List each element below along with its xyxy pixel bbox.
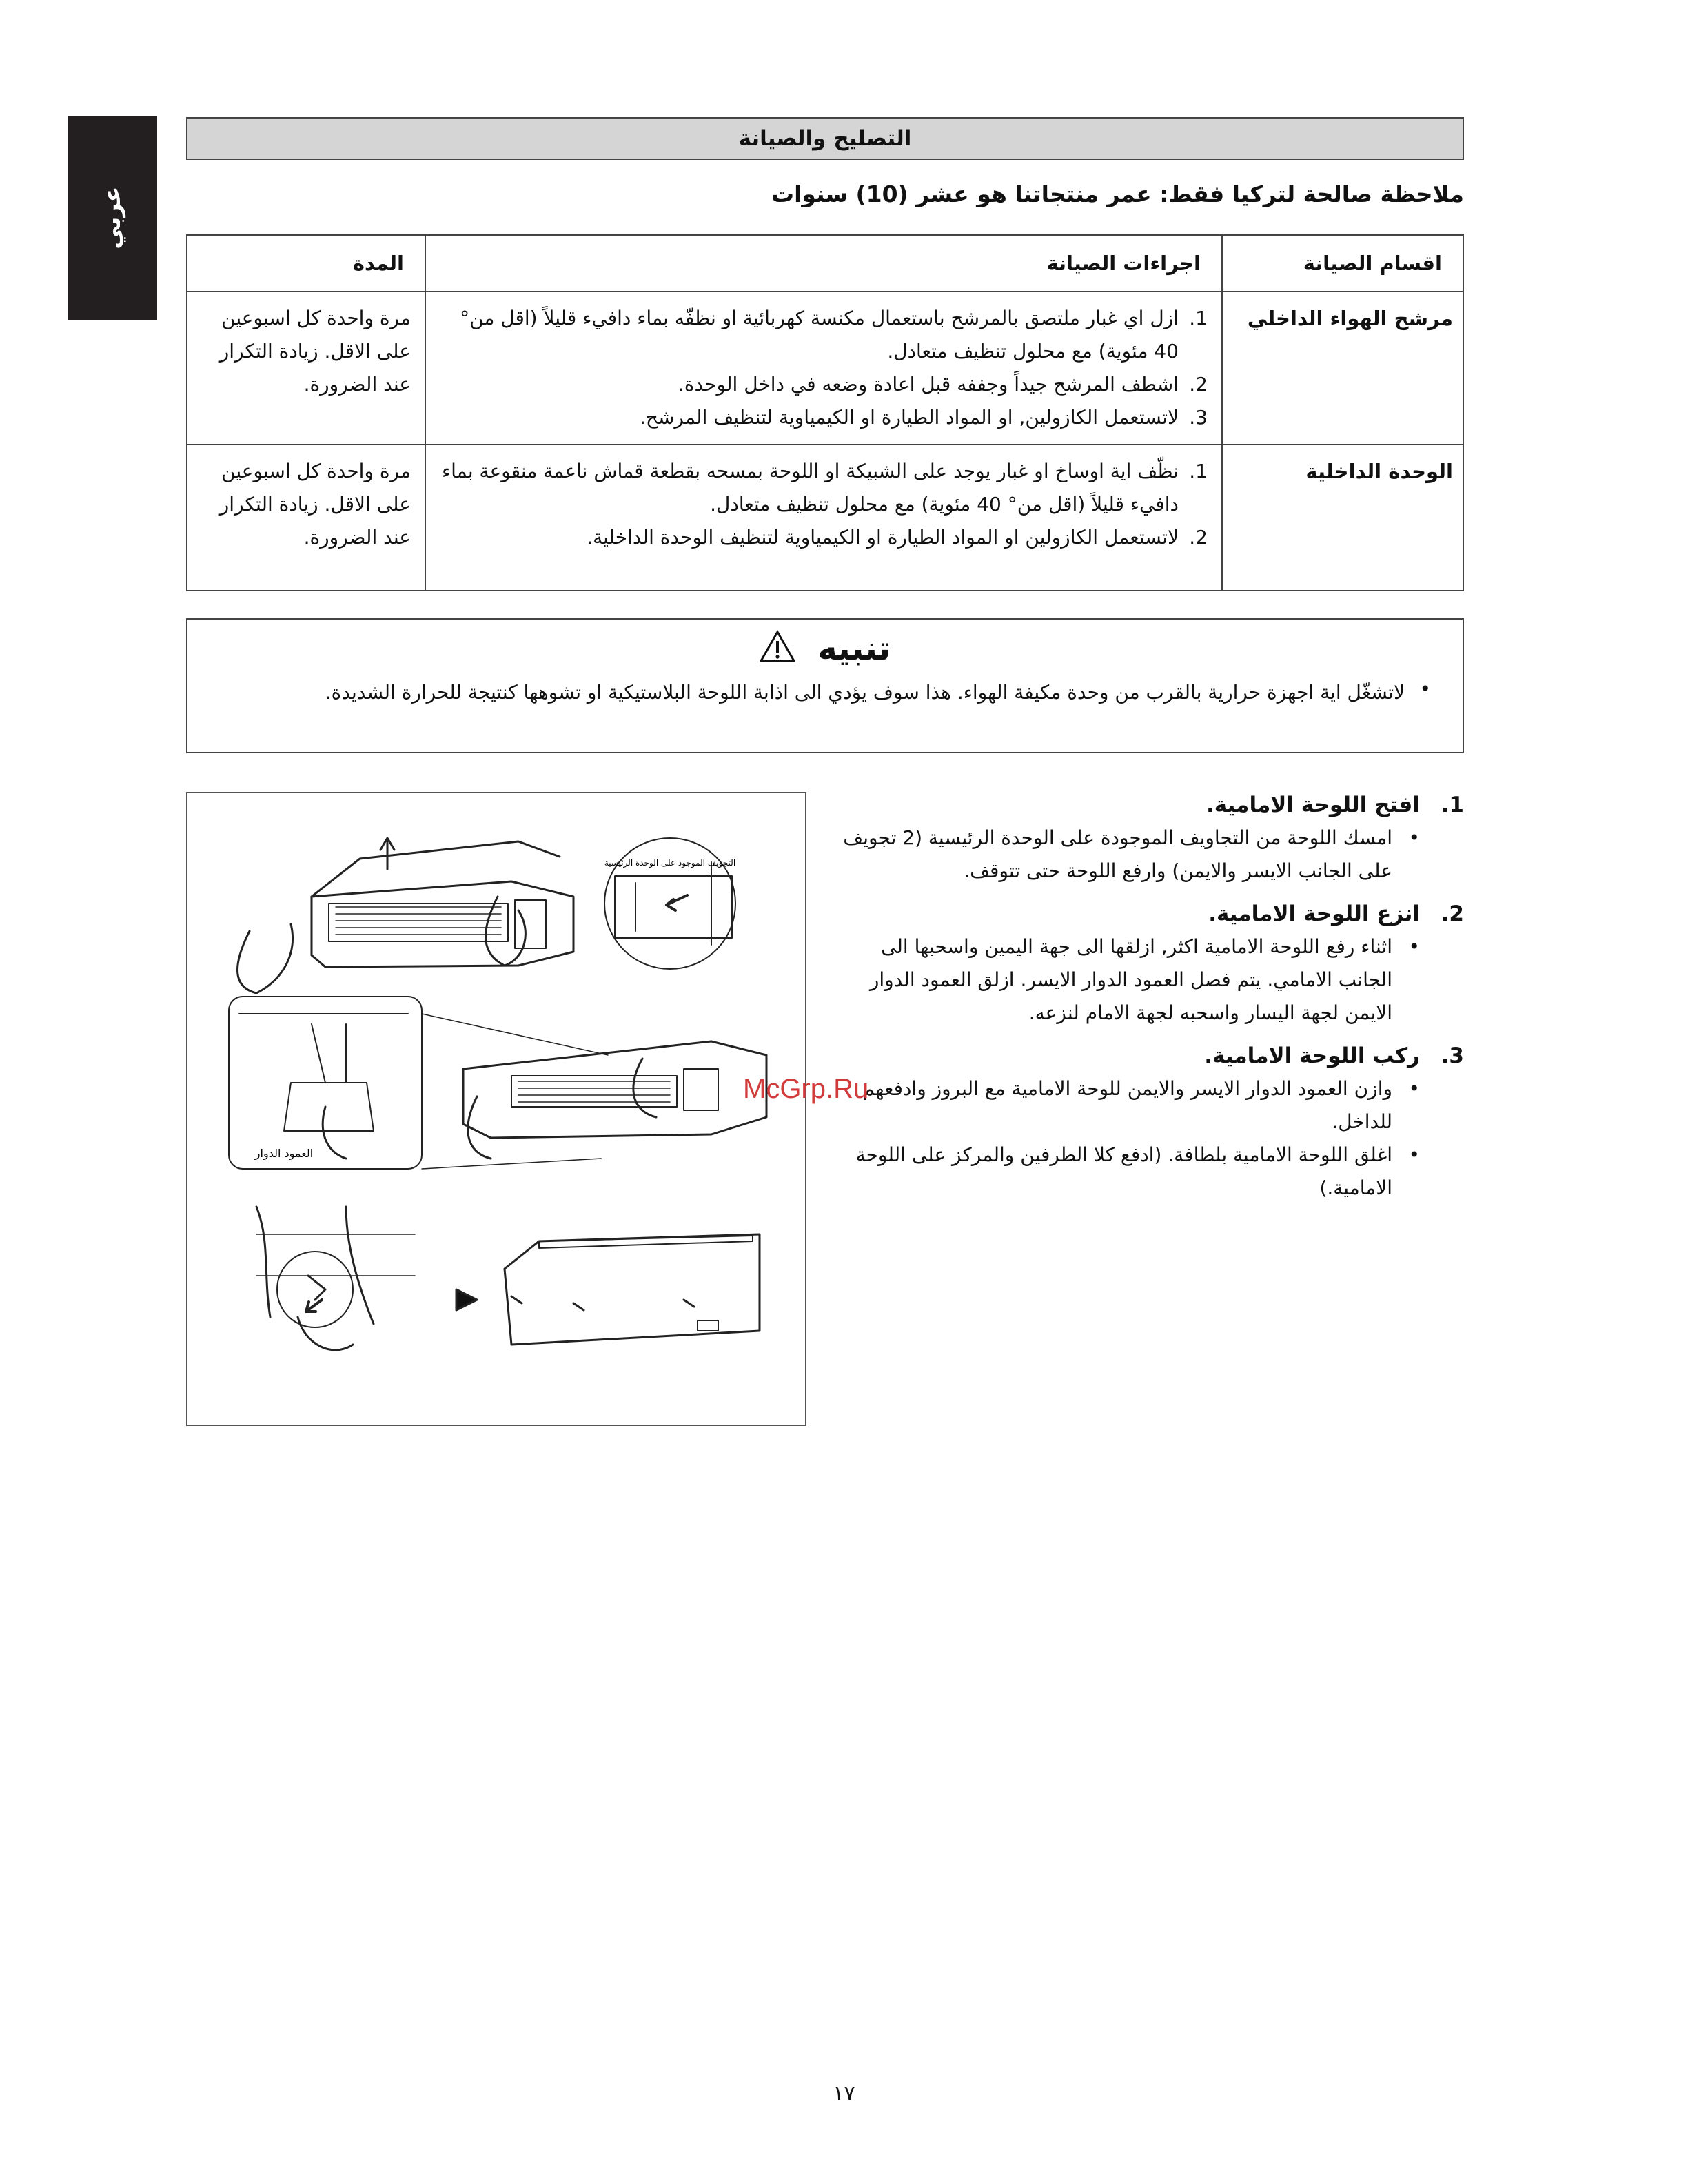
procedure-item: 2. لاتستعمل الكازولين او المواد الطيارة او الكيمياوية لتنظيف الوحدة الداخلية.	[587, 526, 1208, 549]
watermark-link[interactable]: McGrp.Ru	[743, 1074, 869, 1104]
step-2	[841, 901, 1464, 1030]
warning-triangle-icon	[760, 630, 795, 671]
shaft-label: العمود الدوار	[254, 1147, 314, 1160]
procedure-item: 1. ازل اي غبار ملتصق بالمرشح باستعمال مكنسة كهربائية او نظفّه بماء دافيء قليلاً (اقل من° 40 مئوية) مع محلول تنظيف متعادل.	[460, 307, 1208, 363]
installation-figure	[186, 792, 806, 1426]
caution-bullet: •	[1419, 677, 1431, 700]
figure-drawing	[187, 793, 808, 1427]
step-1	[841, 793, 1464, 888]
step-bullet: • وازن العمود الدوار الايسر والايمن للوحة الامامية مع البروز وادفعهم للداخل.	[862, 1077, 1420, 1133]
page-number: ١٧	[833, 2081, 855, 2105]
maintenance-table	[186, 234, 1464, 591]
row-part: الوحدة الداخلية	[1222, 445, 1463, 591]
procedure-item: 3. لاتستعمل الكازولين, او المواد الطيارة او الكيمياوية لتنظيف المرشح.	[639, 406, 1208, 429]
caution-box	[186, 618, 1464, 753]
step-bullet: • اغلق اللوحة الامامية بلطافة. (ادفع كلا الطرفين والمركز على اللوحة الامامية.)	[855, 1143, 1420, 1199]
step-heading: 2. انزع اللوحة الامامية.	[1208, 901, 1464, 926]
callout-label: التجويف الموجود على الوحدة الرئيسية	[604, 858, 736, 868]
step-heading: 3. ركب اللوحة الامامية.	[1204, 1043, 1464, 1068]
procedure-item: 1. نظّف اية اوساخ او غبار يوجد على الشبيكة او اللوحة بمسحه بقطعة قماش ناعمة منقوعة بماء دافيء قليلاً (اقل من° 40 مئوية) مع محلول تنظيف متعادل.	[441, 460, 1208, 516]
remove-panel-illustration	[229, 997, 766, 1169]
table-row	[187, 292, 1463, 445]
row-frequency: مرة واحدة كل اسبوعين على الاقل. زيادة التكرار عند الضرورة.	[187, 445, 425, 591]
row-procedures	[425, 292, 1222, 445]
header-parts: اقسام الصيانة	[1222, 235, 1463, 292]
caution-heading	[187, 629, 1463, 671]
step-heading: 1. افتح اللوحة الامامية.	[1206, 793, 1464, 817]
row-frequency: مرة واحدة كل اسبوعين على الاقل. زيادة التكرار عند الضرورة.	[187, 292, 425, 445]
caution-title: تنبيه	[817, 629, 891, 668]
turkey-note: ملاحظة صالحة لتركيا فقط: عمر منتجاتنا هو عشر (10) سنوات	[771, 181, 1464, 207]
section-title: التصليح والصيانة	[186, 117, 1464, 160]
row-procedures	[425, 445, 1222, 591]
header-procedures: اجراءات الصيانة	[425, 235, 1222, 292]
step-bullet: • اثناء رفع اللوحة الامامية اكثر, ازلقها الى جهة اليمين واسحبها الى الجانب الامامي. يتم فصل العمود الدوار الايسر. ازلق العمود الدوار الايمن لجهة اليسار واسحبه لجهة الامام لنزعه.	[869, 935, 1420, 1024]
header-frequency: المدة	[187, 235, 425, 292]
language-tab	[68, 116, 157, 320]
table-row	[187, 445, 1463, 591]
procedure-item: 2. اشطف المرشح جيداً وجففه قبل اعادة وضعه في داخل الوحدة.	[678, 373, 1208, 396]
step-bullet: • امسك اللوحة من التجاويف الموجودة على الوحدة الرئيسية (2 تجويف على الجانب الايسر والايمن) وارفع اللوحة حتى تتوقف.	[843, 826, 1420, 882]
row-part: مرشح الهواء الداخلي	[1222, 292, 1463, 445]
language-tab-label: عربي	[99, 186, 126, 249]
caution-text: لاتشغّل اية اجهزة حرارية بالقرب من وحدة مكيفة الهواء. هذا سوف يؤدي الى اذابة اللوحة البلاستيكية او تشوهها كنتيجة للحرارة الشديدة.	[325, 681, 1405, 704]
steps-list	[841, 793, 1464, 1218]
step-3	[841, 1043, 1464, 1205]
table-header-row	[187, 235, 1463, 292]
install-panel-illustration	[256, 1207, 760, 1350]
